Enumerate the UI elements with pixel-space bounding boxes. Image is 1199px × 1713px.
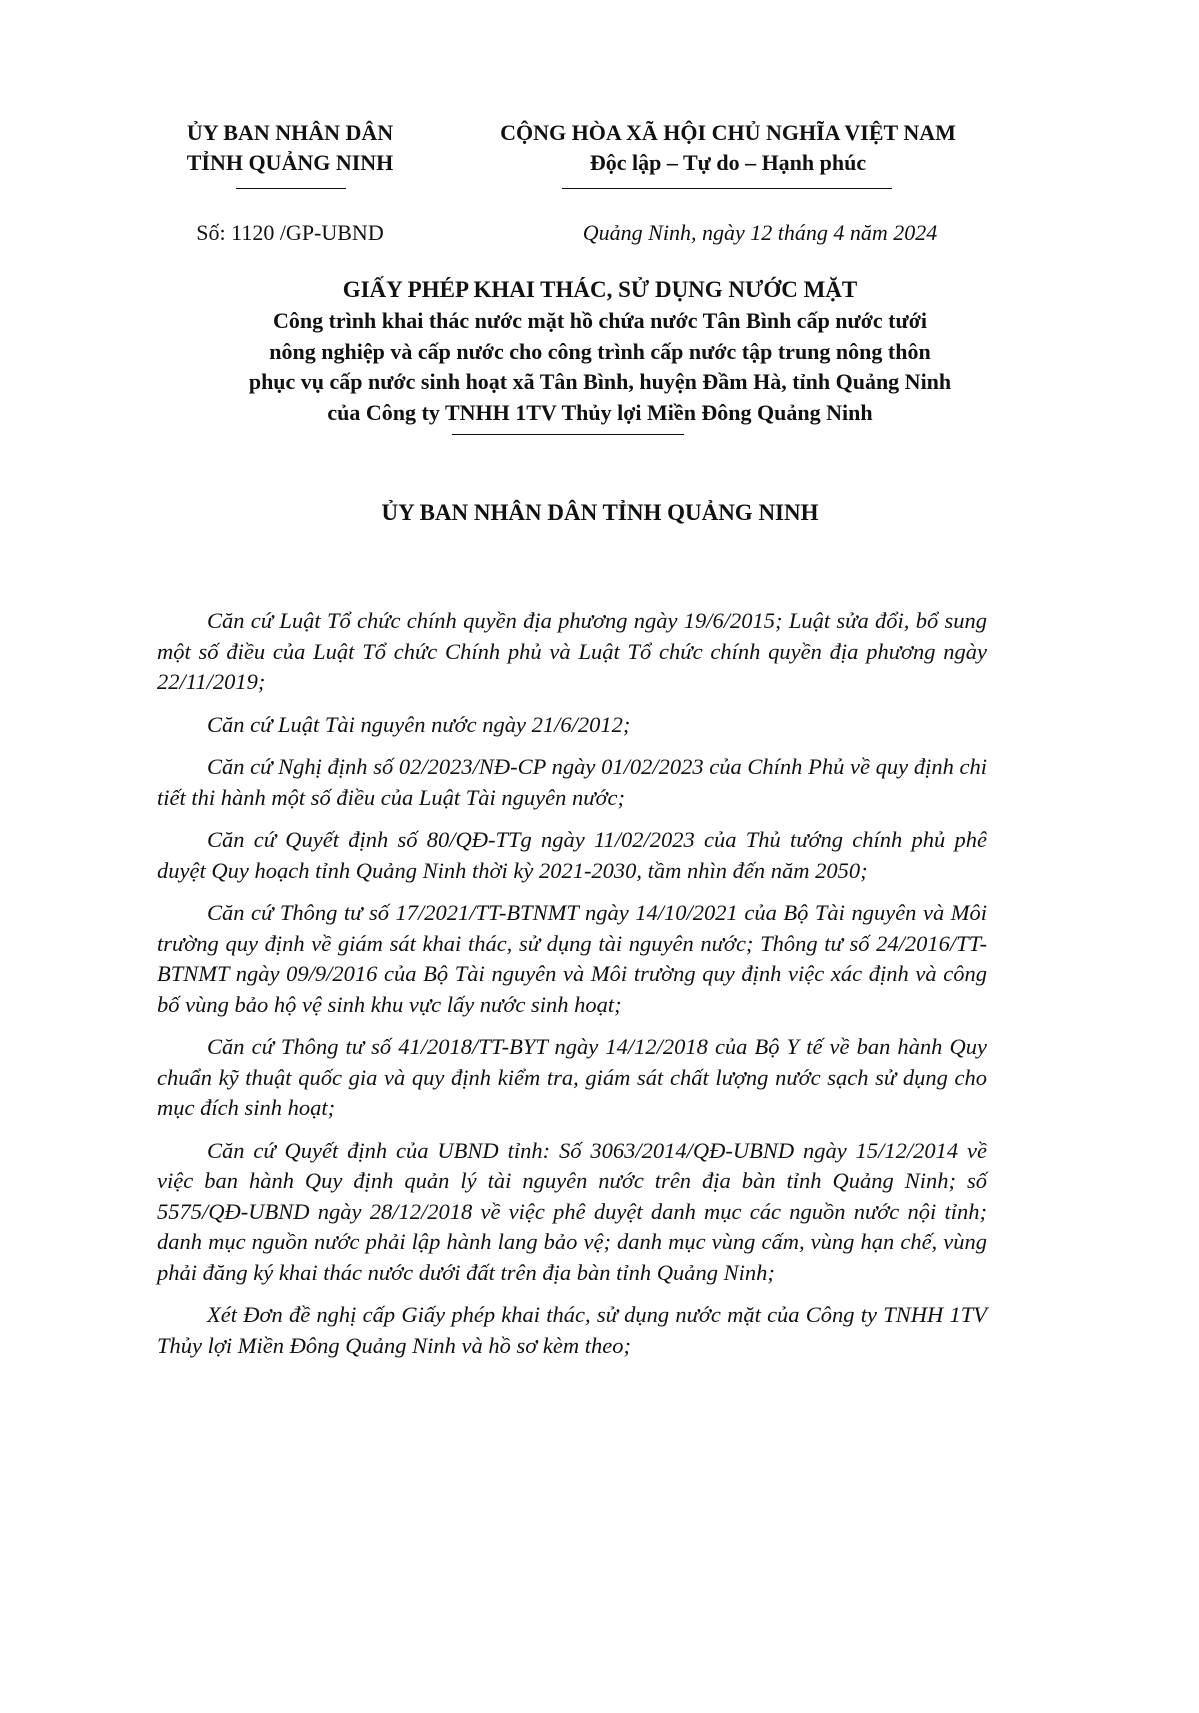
document-body [157, 606, 987, 1373]
org-line-1: ỦY BAN NHÂN DÂN [186, 120, 394, 145]
org-underline [236, 188, 346, 189]
subtitle-line-2: nông nghiệp và cấp nước cho công trình cấp nước tập trung nông thôn [269, 338, 931, 364]
legal-basis-paragraph: Căn cứ Luật Tổ chức chính quyền địa phương ngày 19/6/2015; Luật sửa đổi, bổ sung một số điều của Luật Tổ chức Chính phủ và Luật Tổ chức chính quyền địa phương ngày 22/11/2019; [157, 608, 987, 694]
title-underline [452, 434, 684, 435]
document-title: GIẤY PHÉP KHAI THÁC, SỬ DỤNG NƯỚC MẶT [342, 277, 858, 302]
motto-underline [562, 188, 892, 189]
subtitle-line-1: Công trình khai thác nước mặt hồ chứa nước Tân Bình cấp nước tưới [272, 308, 928, 333]
legal-basis-paragraph: Căn cứ Quyết định số 80/QĐ-TTg ngày 11/02/2023 của Thủ tướng chính phủ phê duyệt Quy hoạch tỉnh Quảng Ninh thời kỳ 2021-2030, tầm nhìn đến năm 2050; [157, 827, 987, 883]
legal-basis-paragraph: Căn cứ Nghị định số 02/2023/NĐ-CP ngày 01/02/2023 của Chính Phủ về quy định chi tiết thi hành một số điều của Luật Tài nguyên nước; [157, 754, 987, 810]
legal-basis-paragraph: Căn cứ Luật Tài nguyên nước ngày 21/6/2012; [207, 711, 631, 737]
document-subtitle [130, 306, 1070, 428]
nation-line-2: Độc lập – Tự do – Hạnh phúc [589, 150, 867, 175]
org-line-2: TỈNH QUẢNG NINH [186, 150, 394, 175]
legal-basis-paragraph: Căn cứ Quyết định của UBND tỉnh: Số 3063/2014/QĐ-UBND ngày 15/12/2014 về việc ban hành Quy định quản lý tài nguyên nước trên địa bàn tỉnh Quảng Ninh; số 5575/QĐ-UBND ngày 28/12/2018 về việc phê duyệt danh mục các nguồn nước nội tỉnh; danh mục nguồn nước phải lập hành lang bảo vệ; danh mục vùng cấm, vùng hạn chế, vùng phải đăng ký khai thác nước dưới đất trên địa bàn tỉnh Quảng Ninh; [157, 1137, 987, 1285]
legal-basis-paragraph: Căn cứ Thông tư số 17/2021/TT-BTNMT ngày 14/10/2021 của Bộ Tài nguyên và Môi trường quy định về giám sát khai thác, sử dụng tài nguyên nước; Thông tư số 24/2016/TT- BTNMT ngày 09/9/2016 của Bộ Tài nguyên và Môi trường quy định việc xác định và công bố vùng bảo hộ vệ sinh khu vực lấy nước sinh hoạt; [157, 900, 987, 1017]
issuing-authority-heading: ỦY BAN NHÂN DÂN TỈNH QUẢNG NINH [381, 500, 819, 525]
national-motto [468, 118, 988, 178]
document-number: Số: 1120 /GP-UBND [196, 220, 384, 245]
subtitle-line-3: phục vụ cấp nước sinh hoạt xã Tân Bình, huyện Đầm Hà, tỉnh Quảng Ninh [248, 369, 952, 394]
issuing-organization [175, 118, 405, 178]
subtitle-line-4: của Công ty TNHH 1TV Thủy lợi Miền Đông Quảng Ninh [327, 399, 873, 425]
nation-line-1: CỘNG HÒA XÃ HỘI CHỦ NGHĨA VIỆT NAM [500, 120, 956, 145]
consideration-paragraph: Xét Đơn đề nghị cấp Giấy phép khai thác, sử dụng nước mặt của Công ty TNHH 1TV Thủy lợi Miền Đông Quảng Ninh và hồ sơ kèm theo; [157, 1302, 987, 1358]
document-date: Quảng Ninh, ngày 12 tháng 4 năm 2024 [582, 220, 938, 245]
legal-basis-paragraph: Căn cứ Thông tư số 41/2018/TT-BYT ngày 14/12/2018 của Bộ Y tế về ban hành Quy chuẩn kỹ thuật quốc gia và quy định kiểm tra, giám sát chất lượng nước sạch sử dụng cho mục đích sinh hoạt; [157, 1034, 987, 1120]
